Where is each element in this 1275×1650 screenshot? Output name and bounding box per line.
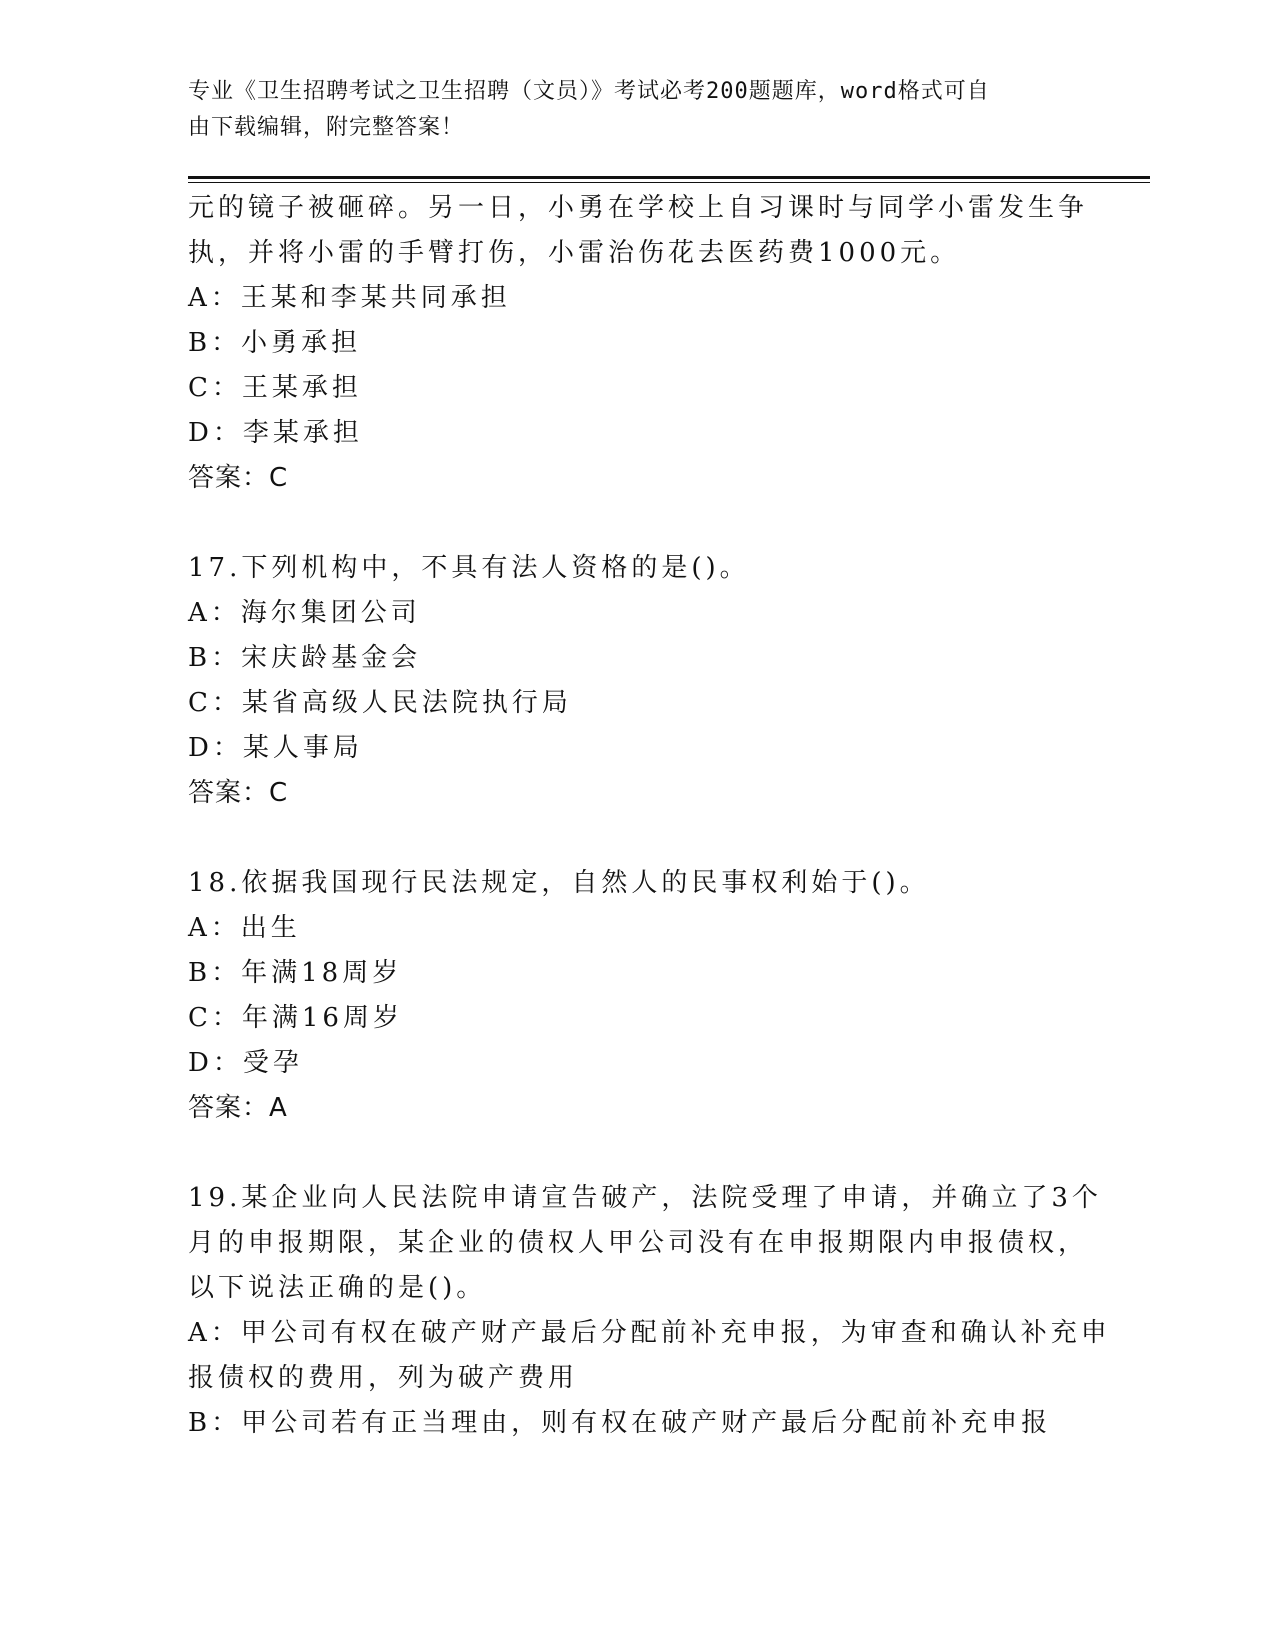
option-a: A：出生 bbox=[188, 913, 301, 943]
answer-line: 答案：C bbox=[188, 463, 289, 493]
question-text-line: 以下说法正确的是()。 bbox=[188, 1273, 487, 1303]
question-16-continuation bbox=[188, 186, 1088, 501]
option-c: C：王某承担 bbox=[188, 373, 362, 403]
spacer bbox=[188, 1131, 1088, 1176]
document-header bbox=[188, 74, 1078, 146]
option-a: A：海尔集团公司 bbox=[188, 598, 421, 628]
option-a-continued: 报债权的费用，列为破产费用 bbox=[188, 1363, 579, 1393]
question-text-line: 执，并将小雷的手臂打伤，小雷治伤花去医药费1000元。 bbox=[188, 238, 961, 268]
answer-line: 答案：C bbox=[188, 778, 289, 808]
option-b: B：小勇承担 bbox=[188, 328, 362, 358]
option-a: A：甲公司有权在破产财产最后分配前补充申报，为审查和确认补充申 bbox=[188, 1318, 1111, 1348]
question-text-line: 17.下列机构中，不具有法人资格的是()。 bbox=[188, 553, 750, 583]
option-c: C：年满16周岁 bbox=[188, 1003, 403, 1033]
header-line-2: 由下载编辑，附完整答案！ bbox=[188, 115, 465, 140]
option-b: B：宋庆龄基金会 bbox=[188, 643, 422, 673]
answer-line: 答案：A bbox=[188, 1093, 288, 1123]
option-d: D：李某承担 bbox=[188, 418, 363, 448]
option-b: B：年满18周岁 bbox=[188, 958, 403, 988]
option-c: C：某省高级人民法院执行局 bbox=[188, 688, 572, 718]
document-body bbox=[188, 186, 1111, 1446]
question-text-line: 元的镜子被砸碎。另一日，小勇在学校上自习课时与同学小雷发生争 bbox=[188, 193, 1089, 223]
header-divider-thick bbox=[188, 176, 1150, 179]
question-17 bbox=[188, 546, 1088, 816]
option-d: D：受孕 bbox=[188, 1048, 303, 1078]
question-text-line: 18.依据我国现行民法规定，自然人的民事权利始于()。 bbox=[188, 868, 930, 898]
spacer bbox=[188, 501, 1088, 546]
header-divider-thin bbox=[188, 182, 1150, 183]
question-18 bbox=[188, 861, 1088, 1131]
option-b: B：甲公司若有正当理由，则有权在破产财产最后分配前补充申报 bbox=[188, 1408, 1052, 1438]
spacer bbox=[188, 816, 1088, 861]
header-line-1: 专业《卫生招聘考试之卫生招聘（文员）》考试必考200题题库，word格式可自 bbox=[188, 79, 990, 104]
question-text-line: 19.某企业向人民法院申请宣告破产，法院受理了申请，并确立了3个 bbox=[188, 1183, 1102, 1213]
option-d: D：某人事局 bbox=[188, 733, 363, 763]
question-text-line: 月的申报期限，某企业的债权人甲公司没有在申报期限内申报债权， bbox=[188, 1228, 1089, 1258]
question-19 bbox=[188, 1176, 1111, 1446]
option-a: A：王某和李某共同承担 bbox=[188, 283, 511, 313]
